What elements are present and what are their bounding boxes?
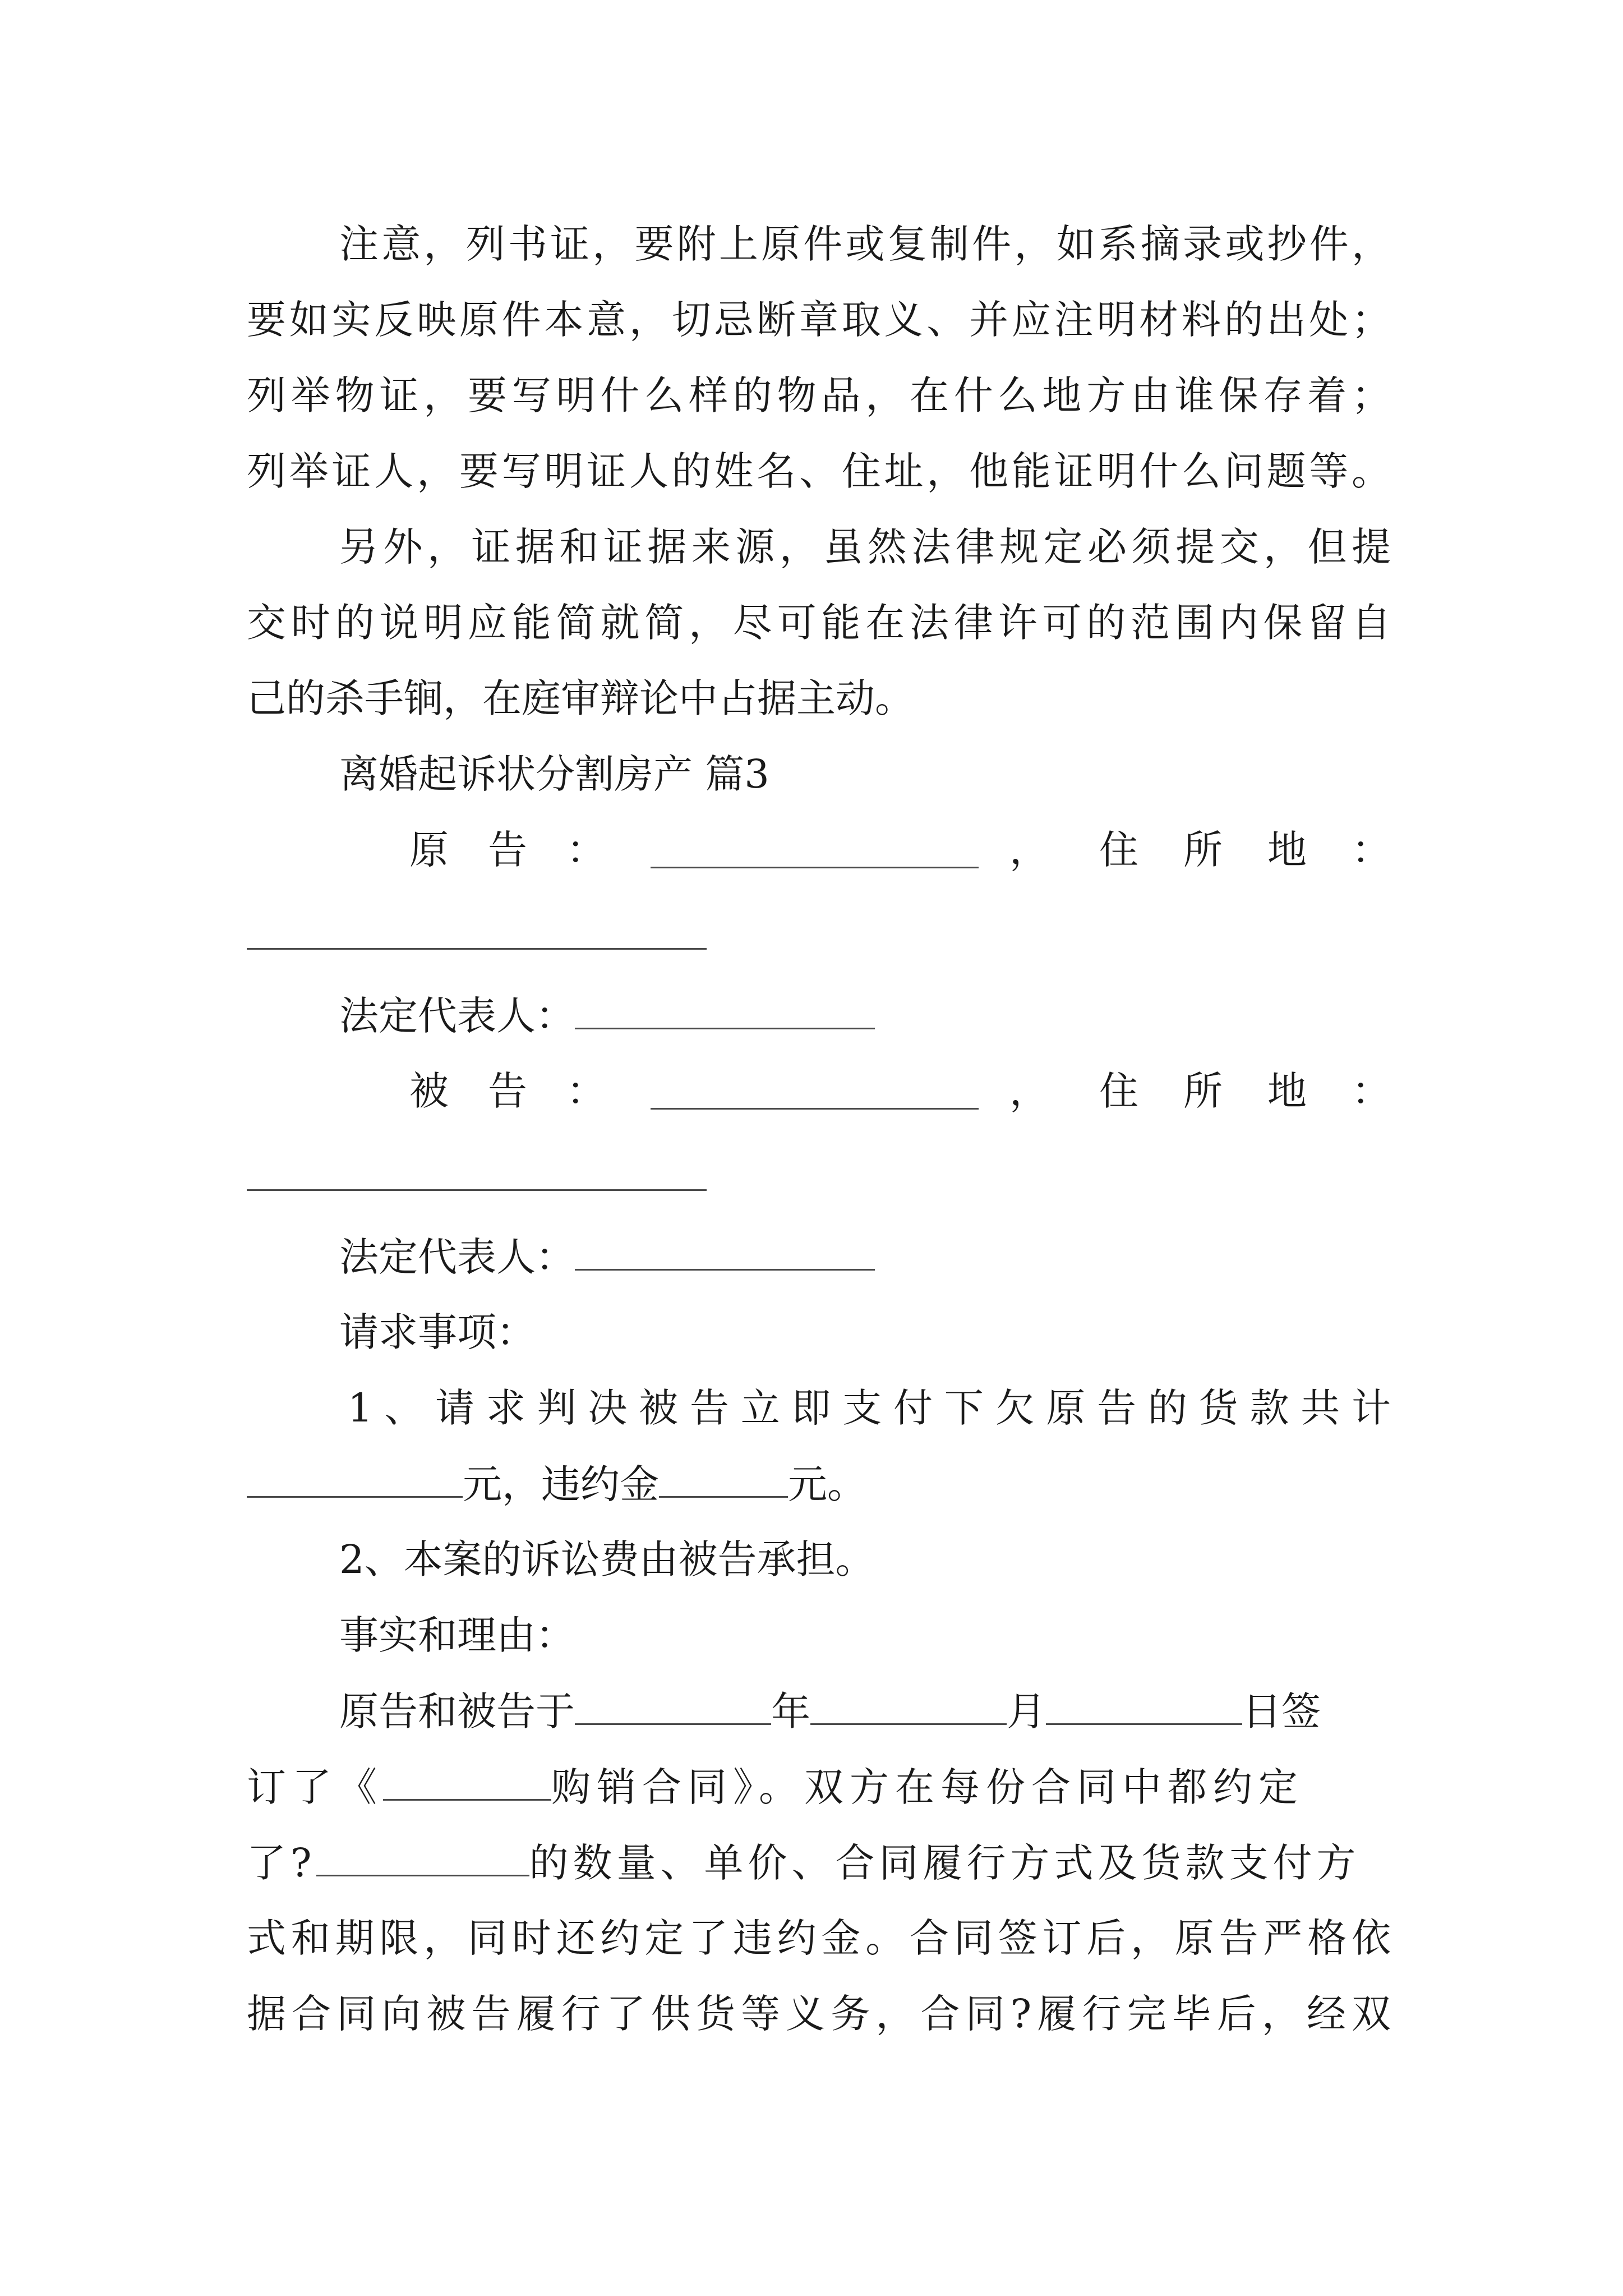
defendant-rep-label: 法定代表人： [339, 1234, 575, 1280]
section-title: 离婚起诉状分割房产 篇3 [339, 751, 769, 797]
facts-text: 了? [247, 1840, 316, 1886]
defendant-address-char: 所 [1183, 1068, 1223, 1114]
defendant-label-char: 告 [488, 1068, 527, 1114]
defendant-line [247, 1069, 1391, 1114]
plaintiff-rep-blank [575, 993, 875, 1029]
claim-yuan-text: 元，违约金 [463, 1461, 659, 1507]
claim-item-2: 2、本案的诉讼费由被告承担。 [339, 1536, 875, 1582]
facts-line: 据合同向被告履行了供货等义务，合同?履行完毕后，经双 [247, 1991, 1391, 2037]
defendant-address-char: 住 [1099, 1068, 1138, 1114]
facts-text: 的数量、单价、合同履行方式及货款支付方 [529, 1840, 1361, 1886]
paragraph-line: 要如实反映原件本意，切忌断章取义、并应注明材料的出处； [247, 297, 1391, 343]
defendant-label-char: 被 [409, 1068, 449, 1114]
plaintiff-line [247, 827, 1391, 872]
defendant-name-blank [651, 1073, 979, 1110]
defendant-rep-line [339, 1234, 1391, 1280]
paragraph-line: 注意，列书证，要附上原件或复制件，如系摘录或抄件， [339, 221, 1391, 267]
paragraph-line: 列举证人，要写明证人的姓名、住址，他能证明什么问题等。 [247, 448, 1391, 494]
paragraph-line: 另外，证据和证据来源，虽然法律规定必须提交，但提 [339, 524, 1391, 570]
facts-text: 购销合同》。双方在每份合同中都约定 [551, 1764, 1304, 1810]
facts-text: 原告和被告于 [339, 1688, 575, 1734]
defendant-comma: ， [1009, 1068, 1049, 1114]
contract-name-blank [383, 1764, 551, 1801]
plaintiff-name-blank [651, 832, 979, 868]
facts-text: 订了《 [247, 1764, 383, 1810]
plaintiff-address-char: 地 [1267, 827, 1307, 873]
plaintiff-rep-line [339, 993, 1391, 1038]
claim-amount-blank [247, 1461, 463, 1498]
facts-month-label: 月 [1007, 1688, 1046, 1734]
facts-year-label: 年 [771, 1688, 810, 1734]
plaintiff-address-colon: ： [1352, 827, 1391, 873]
facts-line [339, 1688, 1391, 1734]
plaintiff-address-char: 住 [1099, 827, 1138, 873]
facts-day-label: 日签 [1242, 1688, 1321, 1734]
date-year-blank [575, 1688, 771, 1725]
claim-penalty-blank [659, 1461, 788, 1498]
facts-line [247, 1764, 1391, 1810]
plaintiff-comma: ， [1009, 827, 1049, 873]
facts-line: 式和期限，同时还约定了违约金。合同签订后，原告严格依 [247, 1915, 1391, 1961]
plaintiff-label-colon: ： [566, 827, 606, 873]
defendant-address-blank [247, 1189, 707, 1191]
facts-heading: 事实和理由： [339, 1612, 575, 1658]
defendant-address-colon: ： [1352, 1068, 1391, 1114]
facts-line [247, 1840, 1391, 1885]
plaintiff-rep-label: 法定代表人： [339, 993, 575, 1039]
claim-item-1-line: 1、请求判决被告立即支付下欠原告的货款共计 [348, 1385, 1391, 1431]
claim-yuan-end-text: 元。 [788, 1461, 866, 1507]
plaintiff-address-char: 所 [1183, 827, 1223, 873]
goods-name-blank [316, 1840, 529, 1876]
claims-heading: 请求事项： [339, 1309, 536, 1355]
plaintiff-label-char: 告 [488, 827, 527, 873]
plaintiff-address-blank [247, 948, 707, 950]
plaintiff-label-char: 原 [409, 827, 449, 873]
defendant-address-char: 地 [1267, 1068, 1307, 1114]
paragraph-line: 交时的说明应能简就简，尽可能在法律许可的范围内保留自 [247, 600, 1391, 646]
claim-item-1-amount-line [247, 1461, 1391, 1507]
date-month-blank [810, 1688, 1007, 1725]
defendant-label-colon: ： [566, 1068, 606, 1114]
paragraph-line: 己的杀手锏，在庭审辩论中占据主动。 [247, 675, 914, 721]
date-day-blank [1046, 1688, 1242, 1725]
defendant-rep-blank [575, 1234, 875, 1271]
paragraph-line: 列举物证，要写明什么样的物品，在什么地方由谁保存着； [247, 372, 1391, 418]
